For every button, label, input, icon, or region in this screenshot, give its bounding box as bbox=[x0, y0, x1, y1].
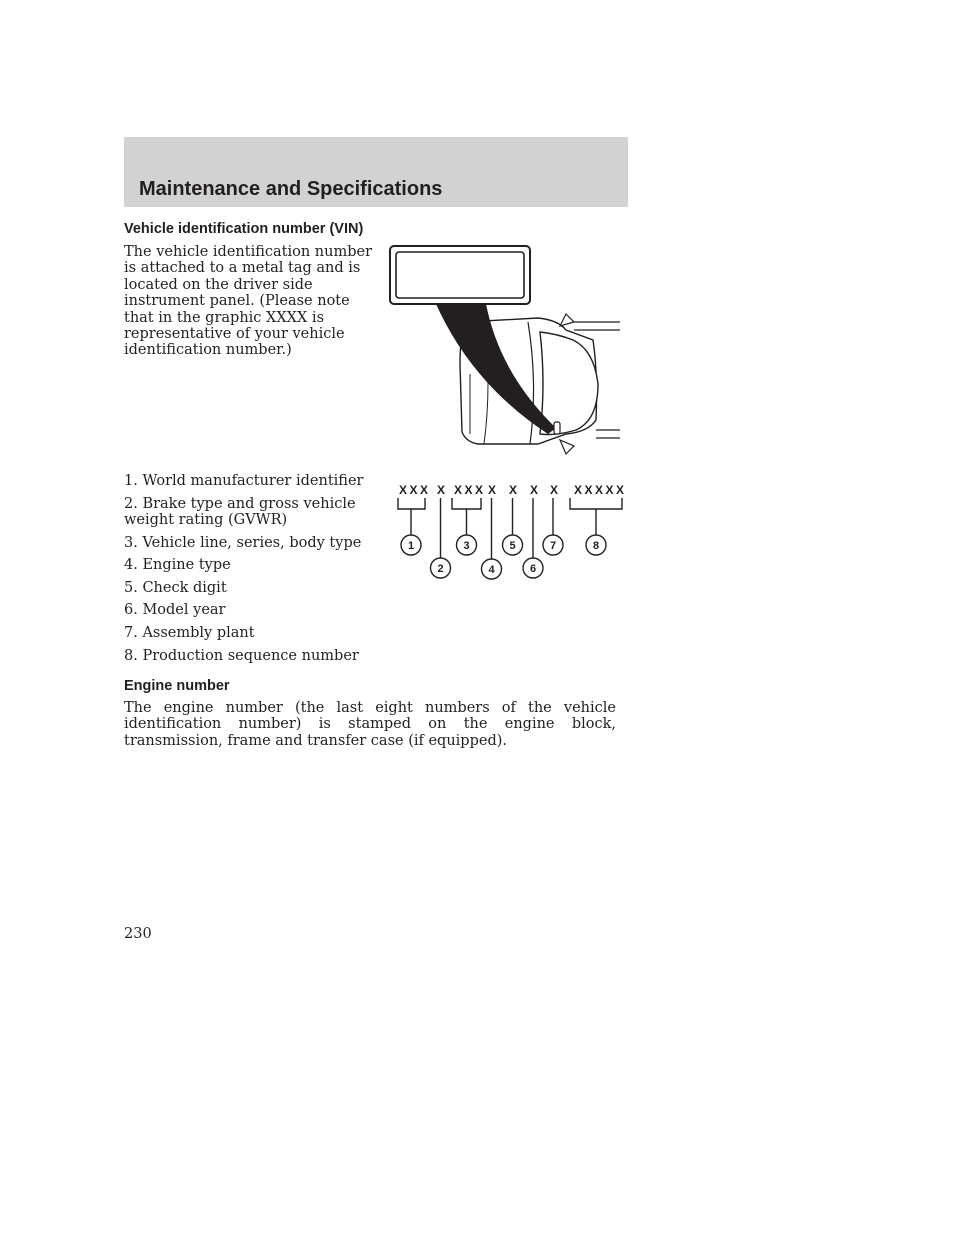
vin-description: The vehicle identification number is attached to a metal tag and is located on the driver side instrument panel. (Please note that in the graphic XXXX is representative of your vehicle identification number.) bbox=[124, 244, 373, 359]
page-number: 230 bbox=[124, 926, 152, 942]
vin-group-1: XXX bbox=[399, 483, 431, 497]
engine-number-description: The engine number (the last eight numbers of the vehicle identification number) is stamped on the engine block, transmission, frame and transfer case (if equipped). bbox=[124, 700, 616, 749]
vin-callout-7: 7 bbox=[549, 540, 557, 552]
vin-group-6: X bbox=[530, 483, 541, 497]
vin-callout-1: 1 bbox=[407, 540, 415, 552]
list-item: 8. Production sequence number bbox=[124, 647, 359, 664]
list-item: 2. Brake type and gross vehicle weight rating (GVWR) bbox=[124, 495, 356, 528]
list-item: 4. Engine type bbox=[124, 557, 231, 574]
vin-breakdown-diagram bbox=[392, 478, 628, 588]
list-item: 1. World manufacturer identifier bbox=[124, 473, 364, 489]
vin-callout-5: 5 bbox=[509, 540, 516, 552]
vin-tag-callout-frame bbox=[390, 246, 530, 304]
section-header bbox=[124, 137, 628, 207]
list-item: 5. Check digit bbox=[124, 579, 227, 596]
vin-callout-2: 2 bbox=[437, 563, 444, 575]
engine-number-heading: Engine number bbox=[124, 678, 230, 694]
vehicle-vin-location-illustration bbox=[388, 244, 622, 464]
list-item: 6. Model year bbox=[124, 602, 226, 619]
section-title: Maintenance and Specifications bbox=[139, 178, 443, 200]
vin-group-4: X bbox=[488, 483, 499, 497]
vin-group-7: X bbox=[550, 483, 561, 497]
vin-group-2: X bbox=[437, 483, 448, 497]
vin-callout-8: 8 bbox=[592, 540, 600, 552]
list-item: 3. Vehicle line, series, body type bbox=[124, 534, 362, 551]
vin-component-list bbox=[124, 473, 374, 670]
vin-callout-3: 3 bbox=[463, 540, 470, 552]
vin-group-3: XXX bbox=[454, 483, 486, 497]
vin-callout-6: 6 bbox=[529, 563, 537, 575]
vin-group-8: XXXXX bbox=[574, 483, 627, 497]
vin-callout-4: 4 bbox=[488, 564, 495, 576]
list-item: 7. Assembly plant bbox=[124, 624, 255, 641]
vin-tag-location bbox=[554, 422, 560, 434]
vin-group-5: X bbox=[509, 483, 520, 497]
vin-heading: Vehicle identification number (VIN) bbox=[124, 221, 364, 237]
